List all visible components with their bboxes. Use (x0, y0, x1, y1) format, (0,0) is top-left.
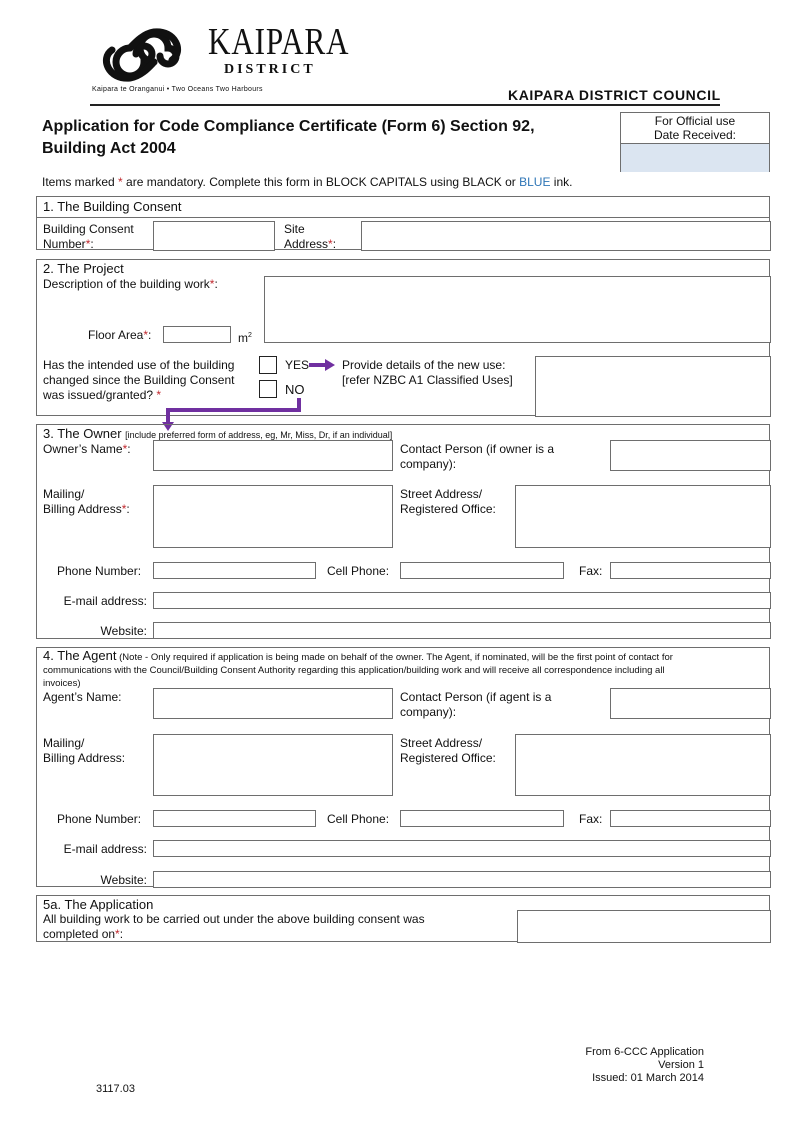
owner-website-input[interactable] (153, 622, 771, 639)
section-title: 3. The Owner [include preferred form of address, eg, Mr, Miss, Dr, if an individual] (43, 426, 393, 441)
owner-phone-label: Phone Number: (57, 564, 142, 578)
agent-phone-label: Phone Number: (57, 812, 142, 826)
floor-area-unit: $m^2$ (238, 331, 252, 345)
agent-email-label: E-mail address: (63, 842, 147, 856)
section-owner (36, 424, 770, 639)
owner-name-label: Owner’s Name*: (43, 442, 131, 456)
issued-date: Issued: 01 March 2014 (592, 1072, 704, 1084)
instructions: Items marked * are mandatory. Complete this form in BLOCK CAPITALS using BLACK or BLUE ink. (42, 175, 573, 189)
owner-mailing-label: Mailing/ Billing Address*: (43, 487, 130, 516)
completed-on-date-input[interactable] (517, 910, 771, 943)
section-title: 2. The Project (43, 261, 124, 276)
owner-email-input[interactable] (153, 592, 771, 609)
section-title: 1. The Building Consent (43, 199, 182, 214)
owner-cell-label: Cell Phone: (327, 564, 390, 578)
agent-cell-label: Cell Phone: (327, 812, 390, 826)
owner-fax-label: Fax: (579, 564, 603, 578)
agent-mailing-input[interactable] (153, 734, 393, 796)
council-name: KAIPARA DISTRICT COUNCIL (508, 87, 721, 103)
logo-subname: DISTRICT (224, 62, 316, 77)
owner-phone-input[interactable] (153, 562, 316, 579)
section-application (36, 895, 770, 942)
form-version: Version 1 (658, 1059, 704, 1071)
logo-name: KAIPARA (208, 21, 350, 63)
site-address-label: Site Address*: (284, 222, 337, 251)
owner-name-input[interactable] (153, 440, 393, 471)
completed-on-label: All building work to be carried out under the above building consent was completed on*: (43, 912, 425, 941)
document-code: 3117.03 (96, 1083, 135, 1095)
use-change-question: Has the intended use of the building changed since the Building Consent was issued/granted? * (43, 358, 235, 402)
owner-contact-label: Contact Person (if owner is a company): (400, 442, 555, 471)
owner-email-label: E-mail address: (63, 594, 147, 608)
form-name: From 6-CCC Application (585, 1046, 704, 1058)
owner-street-label: Street Address/ Registered Office: (400, 487, 496, 516)
agent-mailing-label: Mailing/ Billing Address: (43, 736, 126, 765)
new-use-label: Provide details of the new use: [refer NZBC A1 Classified Uses] (342, 358, 513, 387)
agent-street-input[interactable] (515, 734, 771, 796)
section-agent (36, 647, 770, 887)
form-version-info (585, 1046, 704, 1085)
owner-mailing-input[interactable] (153, 485, 393, 548)
agent-fax-label: Fax: (579, 812, 603, 826)
owner-street-input[interactable] (515, 485, 771, 548)
agent-website-input[interactable] (153, 871, 771, 888)
owner-website-label: Website: (100, 624, 147, 638)
agent-contact-label: Contact Person (if agent is a company): (400, 690, 552, 719)
section-title: 5a. The Application (43, 897, 154, 912)
agent-note: 4. The Agent (Note - Only required if application is being made on behalf of the owner. The Agent, if nominated, will be the first point of contact for communications with the Council/Building Consent Authority regarding this application/building work and will receive all correspondence including all invoices) (43, 648, 673, 689)
yes-label: YES (285, 358, 310, 372)
agent-email-input[interactable] (153, 840, 771, 857)
owner-fax-input[interactable] (610, 562, 771, 579)
flow-arrows (0, 0, 800, 450)
agent-website-label: Website: (100, 873, 147, 887)
date-received-label: Date Received: (653, 128, 737, 142)
agent-name-input[interactable] (153, 688, 393, 719)
agent-contact-input[interactable] (610, 688, 771, 719)
agent-fax-input[interactable] (610, 810, 771, 827)
consent-number-label: Building Consent Number*: (43, 222, 134, 251)
owner-contact-input[interactable] (610, 440, 771, 471)
no-label: NO (285, 382, 305, 397)
agent-cell-input[interactable] (400, 810, 564, 827)
agent-phone-input[interactable] (153, 810, 316, 827)
agent-street-label: Street Address/ Registered Office: (400, 736, 496, 765)
arrow-right-icon (309, 359, 335, 371)
page-title: Application for Code Compliance Certificate (Form 6) Section 92, Building Act 2004 (42, 118, 535, 157)
required-asterisk: * (118, 175, 123, 189)
description-label: Description of the building work*: (43, 277, 218, 291)
agent-name-label: Agent’s Name: (43, 690, 122, 704)
floor-area-label: Floor Area*: (88, 328, 152, 342)
official-use-label: For Official use (654, 114, 736, 128)
logo-tagline: Kaipara te Oranganui • Two Oceans Two Harbours (92, 86, 263, 93)
owner-cell-input[interactable] (400, 562, 564, 579)
